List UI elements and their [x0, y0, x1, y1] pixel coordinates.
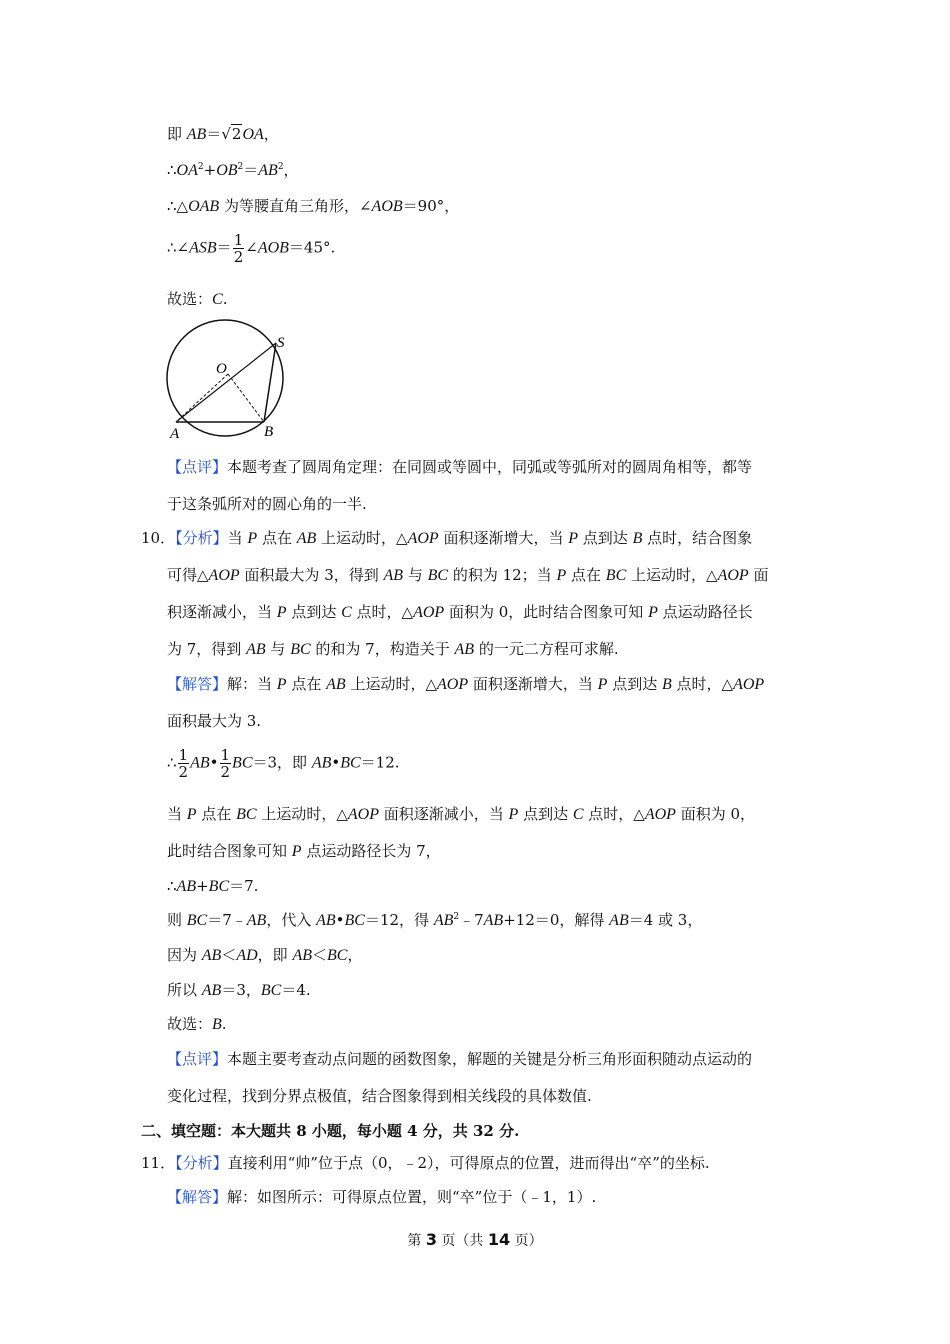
page-footer: 第 3 页（共 14 页）	[407, 1230, 543, 1249]
fraction-half-2: $\frac{1}{2}$	[220, 746, 231, 781]
fraction-half: $\frac{1}{2}$	[233, 231, 244, 266]
q10-row-10: ∴AB+BC＝7.	[167, 877, 259, 895]
circle-figure	[160, 316, 295, 446]
segment-OB	[228, 374, 264, 422]
q10-row-12: 因为 AB＜AD，即 AB＜BC，	[167, 946, 363, 964]
fraction-half-1: $\frac{1}{2}$	[178, 746, 189, 781]
answer-line: 故选：C.	[167, 290, 228, 308]
q10-row-4: 为 7，得到 AB 与 BC 的和为 7，构造关于 AB 的一元二方程可求解.	[167, 640, 619, 658]
label-S: S	[277, 335, 285, 351]
segment-OA	[176, 374, 228, 422]
label-A: A	[170, 426, 180, 442]
q10-row-6: 面积最大为 3.	[167, 712, 262, 730]
segment-AS	[176, 343, 276, 422]
sqrt-symbol: √2	[221, 125, 242, 143]
comment-line-2: 于这条弧所对的圆心角的一半.	[167, 495, 367, 513]
q10-row-7: ∴ $\frac{1}{2}$ AB• $\frac{1}{2}$ BC＝3，即 AB•BC＝12.	[167, 746, 400, 781]
q10-comment-2: 变化过程，找到分界点极值，结合图象得到相关线段的具体数值.	[167, 1087, 592, 1105]
derivation-line-2: $\therefore OA^2+OB^2=AB^2$，	[167, 161, 299, 179]
label-O: O	[216, 361, 227, 377]
q10-row-1: 10．【分析】当 P 点在 AB 上运动时，△AOP 面积逐渐增大，当 P 点到达 B 点时，结合图象	[141, 529, 753, 547]
derivation-line-3: ∴△OAB 为等腰直角三角形，∠AOB＝90°，	[167, 197, 460, 215]
circle	[167, 320, 283, 436]
segment-BS	[264, 343, 276, 422]
q10-row-8: 当 P 点在 BC 上运动时，△AOP 面积逐渐减小，当 P 点到达 C 点时，△AOP 面积为 0，	[167, 805, 756, 823]
label-B: B	[264, 424, 274, 440]
derivation-line-4: ∴∠ASB＝ $\frac{1}{2}$ ∠AOB＝45°.	[167, 231, 336, 266]
q10-row-11: 则 BC＝7﹣AB，代入 AB•BC＝12，得 $AB^2﹣7AB+12=0$，解得 AB＝4 或 3，	[167, 911, 703, 929]
q11-row-2: 【解答】解：如图所示：可得原点位置，则“卒”位于（﹣1，1）.	[167, 1188, 597, 1206]
section-heading: 二、填空题：本大题共 8 小题，每小题 4 分，共 32 分.	[141, 1122, 520, 1140]
q10-row-3: 积逐渐减小，当 P 点到达 C 点时，△AOP 面积为 0，此时结合图象可知 P 点运动路径长	[167, 603, 753, 621]
q10-comment-1: 【点评】本题主要考查动点问题的函数图象，解题的关键是分析三角形面积随动点运动的	[167, 1050, 753, 1068]
q10-row-9: 此时结合图象可知 P 点运动路径长为 7，	[167, 842, 441, 860]
derivation-line-1: 即 AB＝√2OA，	[167, 125, 279, 143]
q10-row-13: 所以 AB＝3，BC＝4.	[167, 981, 311, 999]
comment-line-1: 【点评】本题考查了圆周角定理：在同圆或等圆中，同弧或等弧所对的圆周角相等，都等	[167, 458, 753, 476]
q11-row-1: 11．【分析】直接利用“帅”位于点（0，﹣2），可得原点的位置，进而得出“卒”的坐标.	[141, 1154, 710, 1172]
q10-row-2: 可得△AOP 面积最大为 3，得到 AB 与 BC 的积为 12；当 P 点在 BC 上运动时，△AOP 面	[167, 566, 769, 584]
q10-row-14: 故选：B.	[167, 1015, 227, 1033]
q10-row-5: 【解答】解：当 P 点在 AB 上运动时，△AOP 面积逐渐增大，当 P 点到达 B 点时，△AOP	[167, 675, 765, 693]
